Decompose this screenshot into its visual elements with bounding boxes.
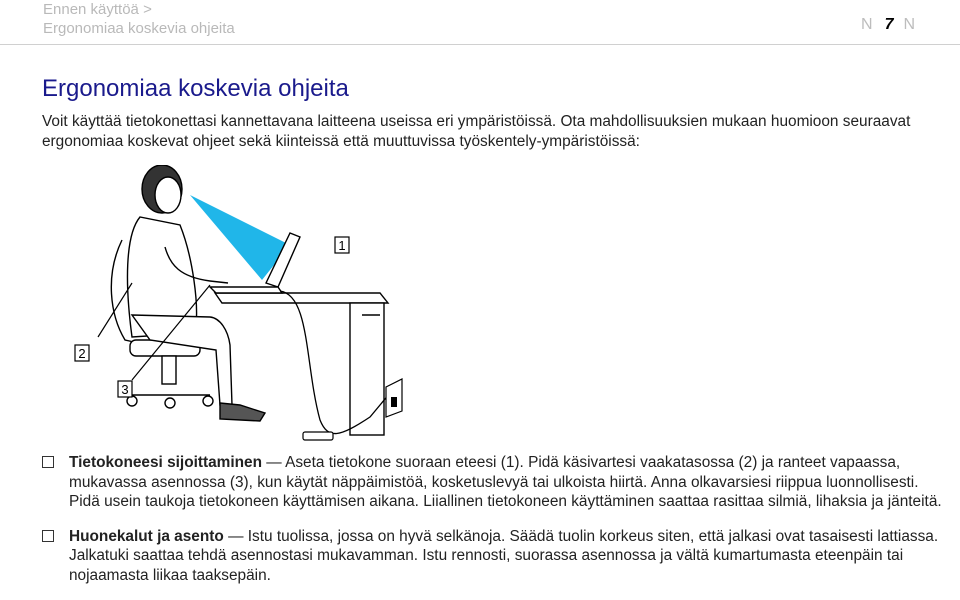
- breadcrumb-current: Ergonomiaa koskevia ohjeita: [43, 20, 235, 37]
- bullet-checkbox-icon: [42, 530, 54, 542]
- figure-label-1: [335, 237, 349, 253]
- list-item: Tietokoneesi sijoittaminen — Aseta tietokone suoraan eteesi (1). Pidä käsivartesi vaakatasossa (2) ja ranteet vapaassa, mukavassa asennossa (3), kun käytät näppäimistöä, kosketuslevyä tai ulkoista hiirtä. Anna olkavarsiesi riippua luonnollisesti. Pidä usein taukoja tietokoneen käyttämisen aikana. Liiallinen tietokoneen käyttäminen saattaa rasittaa silmiä, lihaksia ja jänteitä.: [42, 453, 942, 512]
- prev-page-arrow-icon[interactable]: N: [861, 16, 873, 33]
- page-title: Ergonomiaa koskevia ohjeita: [42, 75, 349, 102]
- power-adapter: [303, 432, 333, 440]
- bullet-text: Aseta tietokone suoraan eteesi (1). Pidä käsivartesi vaakatasossa (2) ja ranteet vapaassa, mukavassa asennossa (3), kun käytät näppäimistöä, kosketuslevyä tai ulkoista hiirtä. Anna olkavarsiesi riippua luonnollisesti. Pidä usein taukoja tietokoneen käyttämisen aikana. Liiallinen tietokoneen käyttäminen saattaa rasittaa silmiä, lihaksia ja jänteitä.: [69, 454, 942, 510]
- breadcrumb-parent-link[interactable]: Ennen käyttöä >: [43, 1, 152, 18]
- next-page-arrow-icon[interactable]: N: [903, 16, 916, 33]
- page-header: [0, 0, 960, 44]
- ergonomics-illustration: [70, 165, 430, 450]
- wall-outlet-icon: [386, 379, 402, 417]
- bullet-term: Tietokoneesi sijoittaminen: [69, 454, 262, 471]
- posture-diagram: [70, 165, 430, 450]
- svg-text:2: 2: [78, 346, 86, 361]
- bullet-text: Istu tuolissa, jossa on hyvä selkänoja. Säädä tuolin korkeus siten, että jalkasi ovat tasaisesti lattiassa. Jalkatuki saattaa tehdä asennostasi mukavamman. Istu rennosti, suorassa asennossa ja vältä kumartumasta eteenpäin tai nojaamasta liikaa taaksepäin.: [69, 527, 939, 584]
- breadcrumb: [43, 0, 235, 38]
- guidelines-list: [42, 453, 942, 600]
- page-navigation: [861, 15, 915, 35]
- intro-paragraph: Voit käyttää tietokonettasi kannettavana laitteena useissa eri ympäristöissä. Ota mahdollisuuksien mukaan huomioon seuraavat ergonomiaa koskevat ohjeet sekä kiinteissä että muuttuvissa työskentely-ympäristöissä:: [42, 113, 911, 150]
- list-item: Huonekalut ja asento — Istu tuolissa, jossa on hyvä selkänoja. Säädä tuolin korkeus siten, että jalkasi ovat tasaisesti lattiassa. Jalkatuki saattaa tehdä asennostasi mukavamman. Istu rennosti, suorassa asennossa ja vältä kumartumasta eteenpäin tai nojaamasta liikaa taaksepäin.: [42, 527, 942, 586]
- page-number: 7: [884, 16, 894, 33]
- bullet-checkbox-icon: [42, 456, 54, 468]
- svg-text:1: 1: [338, 238, 346, 253]
- svg-text:3: 3: [121, 382, 129, 397]
- bullet-term: Huonekalut ja asento: [69, 527, 224, 545]
- header-divider: [0, 44, 960, 45]
- figure-label-2: [75, 283, 132, 361]
